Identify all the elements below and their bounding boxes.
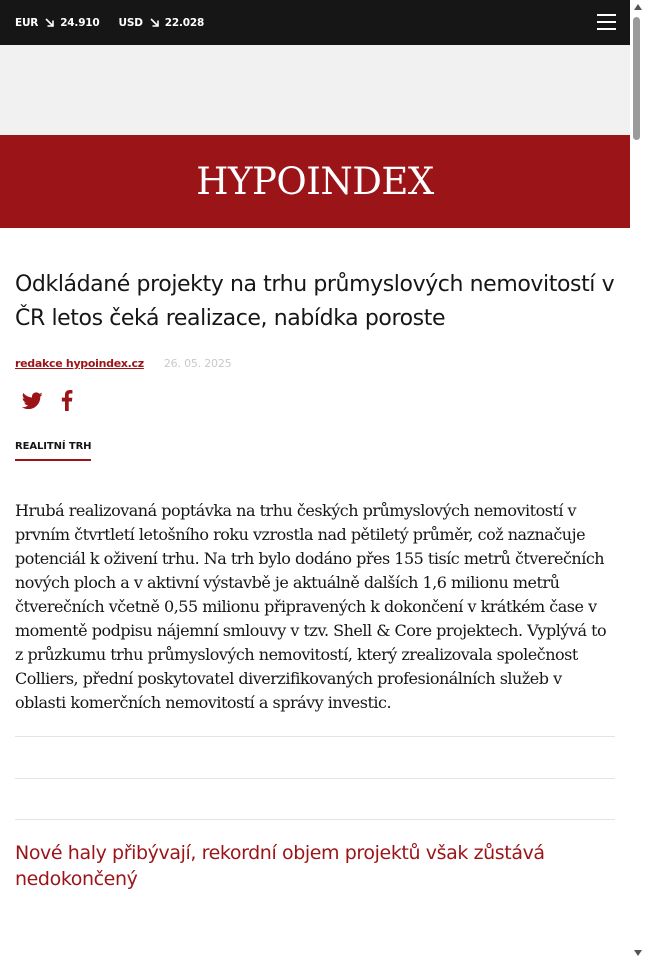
article-meta xyxy=(15,357,615,370)
divider xyxy=(15,819,615,820)
hamburger-icon[interactable] xyxy=(597,14,616,30)
scroll-down-arrow-icon[interactable] xyxy=(634,950,642,956)
rate-currency: USD xyxy=(118,16,143,29)
arrow-down-right-icon xyxy=(44,17,55,28)
article-date: 26. 05. 2025 xyxy=(163,357,232,370)
arrow-down-right-icon xyxy=(149,17,160,28)
divider xyxy=(15,736,615,737)
scrollbar[interactable] xyxy=(630,0,645,961)
scrollbar-thumb[interactable] xyxy=(633,17,640,140)
author-link[interactable]: redakce hypoindex.cz xyxy=(15,357,144,370)
article xyxy=(0,268,630,892)
article-title: Odkládané projekty na trhu průmyslových nemovitostí v ČR letos čeká realizace, nabídka poroste xyxy=(15,272,615,331)
rate-eur xyxy=(15,17,100,29)
ad-placeholder xyxy=(0,45,630,135)
article-perex: Hrubá realizovaná poptávka na trhu českých průmyslových nemovitostí v prvním čtvrtletí letošního roku vzrostla nad pětiletý průměr, což naznačuje potenciál k oživení trhu. Na trh bylo dodáno přes 155 tisíc metrů čtverečních nových ploch a v aktivní výstavbě je aktuálně dalších 1,6 milionu metrů čtverečních včetně 0,55 milionu připravených k dokončení v krátkém čase v momentě podpisu nájemní smlouvy v tzv. Shell & Core projektech. Vyplývá to z průzkumu trhu průmyslových nemovitostí, který zrealizovala společnost Colliers, přední poskytovatel diverzifikovaných profesionálních služeb v oblasti komerčních nemovitostí a správy investic. xyxy=(15,501,607,712)
site-logo[interactable]: HYPOINDEX xyxy=(196,160,434,203)
brand-bar xyxy=(0,135,630,228)
rate-currency: EUR xyxy=(15,16,39,29)
scroll-up-arrow-icon[interactable] xyxy=(634,4,642,10)
article-subheading: Nové haly přibývají, rekordní objem projektů však zůstává nedokončený xyxy=(15,842,545,890)
divider xyxy=(15,778,615,779)
share-buttons xyxy=(15,390,615,411)
top-bar xyxy=(0,0,630,45)
rate-value: 24.910 xyxy=(60,16,100,29)
rate-value: 22.028 xyxy=(164,16,205,29)
category-tag[interactable]: REALITNÍ TRH xyxy=(15,441,91,461)
twitter-icon[interactable] xyxy=(22,392,43,410)
facebook-icon[interactable] xyxy=(61,390,73,411)
rate-usd xyxy=(119,17,205,29)
